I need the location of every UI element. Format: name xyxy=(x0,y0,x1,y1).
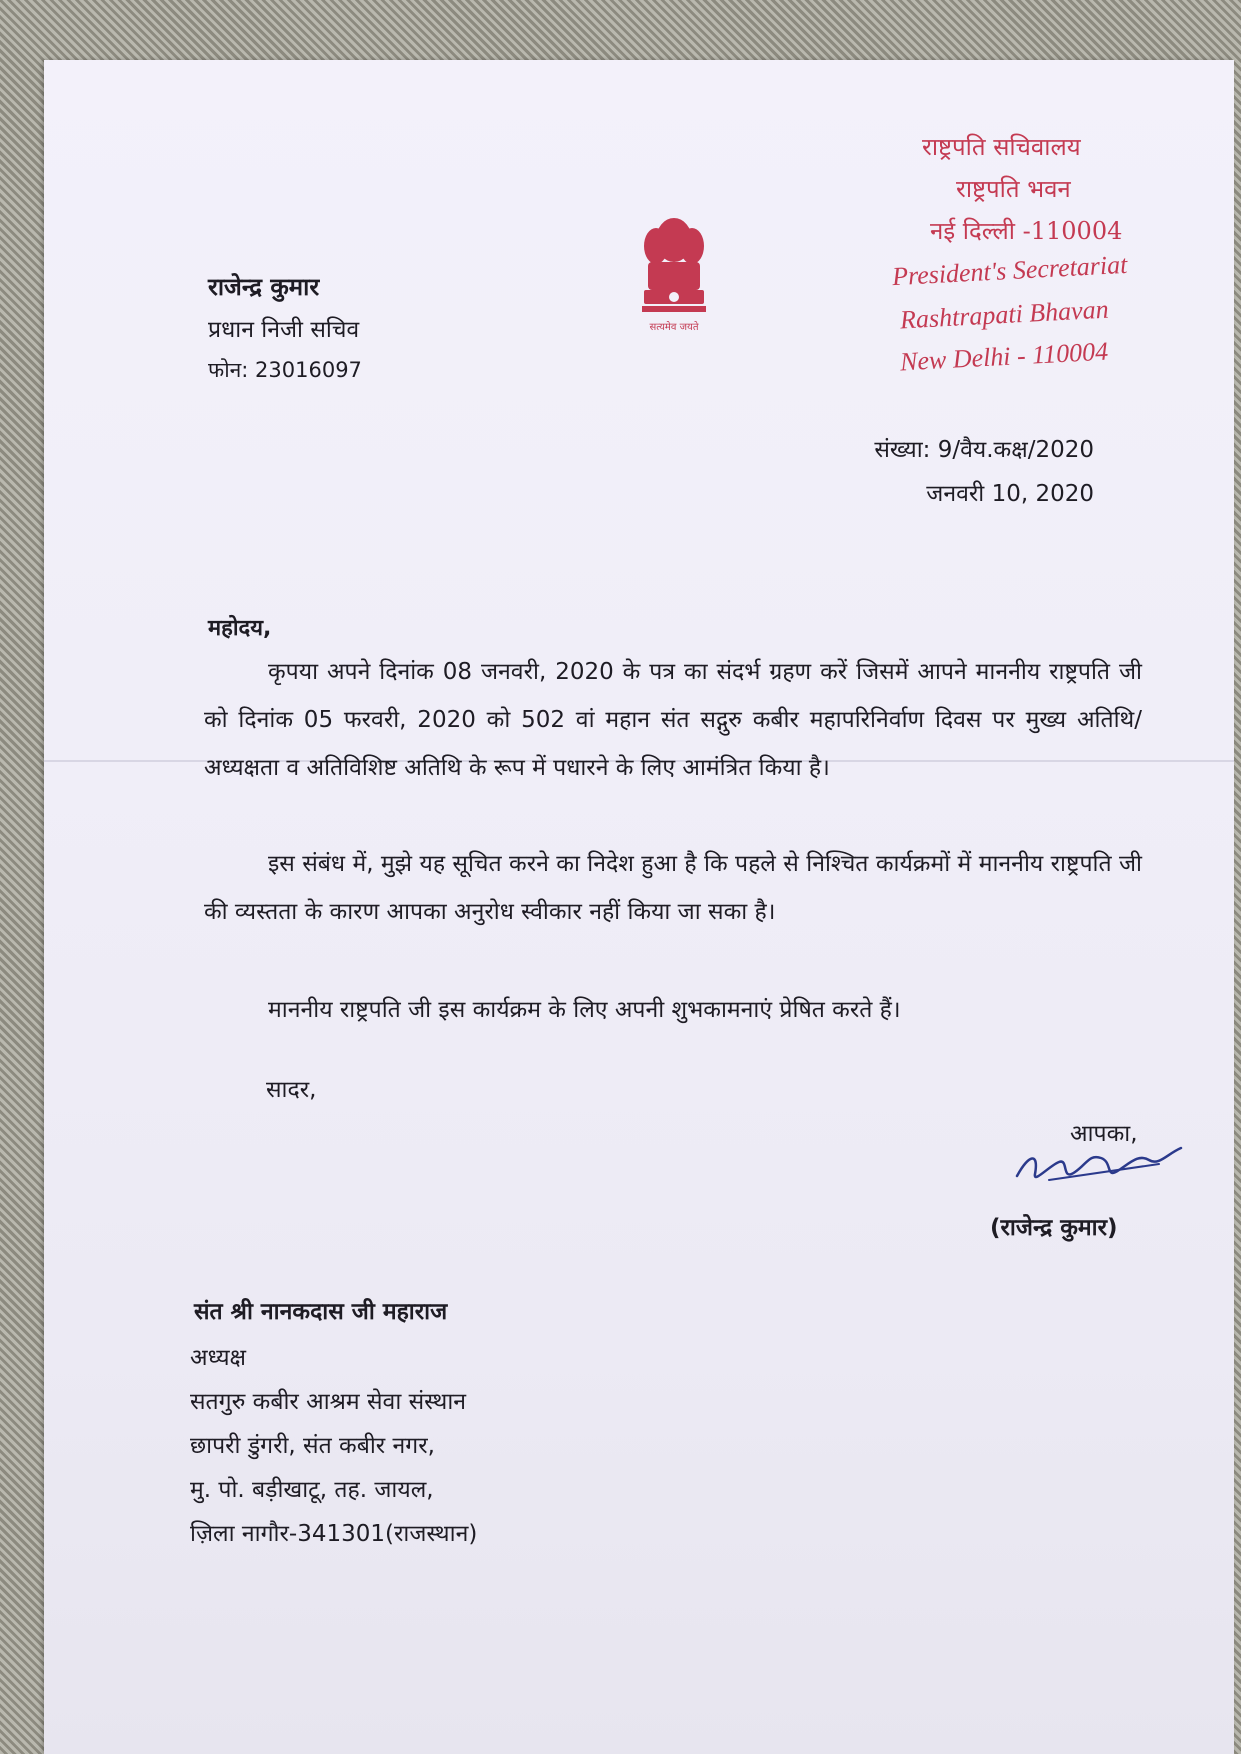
office-address-line: राष्ट्रपति सचिवालय xyxy=(922,133,1081,161)
letter-date: जनवरी 10, 2020 xyxy=(926,481,1094,507)
sender-name: राजेन्द्र कुमार xyxy=(208,273,320,301)
recipient-address-line: सतगुरु कबीर आश्रम सेवा संस्थान xyxy=(190,1389,467,1415)
office-address-line: New Delhi - 110004 xyxy=(899,336,1109,377)
reference-number: संख्या: 9/वैय.कक्ष/2020 xyxy=(874,437,1094,463)
sender-phone: फोन: 23016097 xyxy=(208,358,362,382)
recipient-address-line: मु. पो. बड़ीखाटू, तह. जायल, xyxy=(190,1477,434,1503)
national-emblem-icon xyxy=(632,210,716,340)
handwritten-signature xyxy=(1009,1124,1189,1194)
signatory-name: (राजेन्द्र कुमार) xyxy=(990,1215,1118,1241)
svg-text:सत्यमेव जयते: सत्यमेव जयते xyxy=(649,322,699,333)
sender-title: प्रधान निजी सचिव xyxy=(208,317,360,343)
office-address-line: राष्ट्रपति भवन xyxy=(956,175,1071,203)
office-address-line: President's Secretariat xyxy=(891,249,1128,292)
recipient-name: संत श्री नानकदास जी महाराज xyxy=(194,1299,448,1325)
body-paragraph: माननीय राष्ट्रपति जी इस कार्यक्रम के लिए अपनी शुभकामनाएं प्रेषित करते हैं। xyxy=(268,997,901,1023)
office-address-line: नई दिल्ली -110004 xyxy=(930,217,1123,245)
body-paragraph: इस संबंध में, मुझे यह सूचित करने का निदेश हुआ है कि पहले से निश्चित कार्यक्रमों में माननीय राष्ट्रपति जी की व्यस्तता के कारण आपका अनुरोध स्वीकार नहीं किया जा सका है। xyxy=(204,851,1142,925)
closing: सादर, xyxy=(266,1077,317,1103)
yours-sincerely: आपका, xyxy=(1070,1121,1138,1147)
recipient-address-line: ज़िला नागौर-341301(राजस्थान) xyxy=(190,1521,478,1547)
office-address-line: Rashtrapati Bhavan xyxy=(899,294,1110,335)
body-paragraph: कृपया अपने दिनांक 08 जनवरी, 2020 के पत्र का संदर्भ ग्रहण करें जिसमें आपने माननीय राष्ट्रपति जी को दिनांक 05 फरवरी, 2020 को 502 वां महान संत सद्गुरु कबीर महापरिनिर्वाण दिवस पर मुख्य अतिथि/अध्यक्षता व अतिविशिष्ट अतिथि के रूप में पधारने के लिए आमंत्रित किया है। xyxy=(204,659,1142,781)
recipient-address-line: छापरी डुंगरी, संत कबीर नगर, xyxy=(190,1433,435,1459)
salutation: महोदय, xyxy=(208,616,272,641)
recipient-address-line: अध्यक्ष xyxy=(190,1345,247,1371)
letter-page xyxy=(44,60,1234,1754)
